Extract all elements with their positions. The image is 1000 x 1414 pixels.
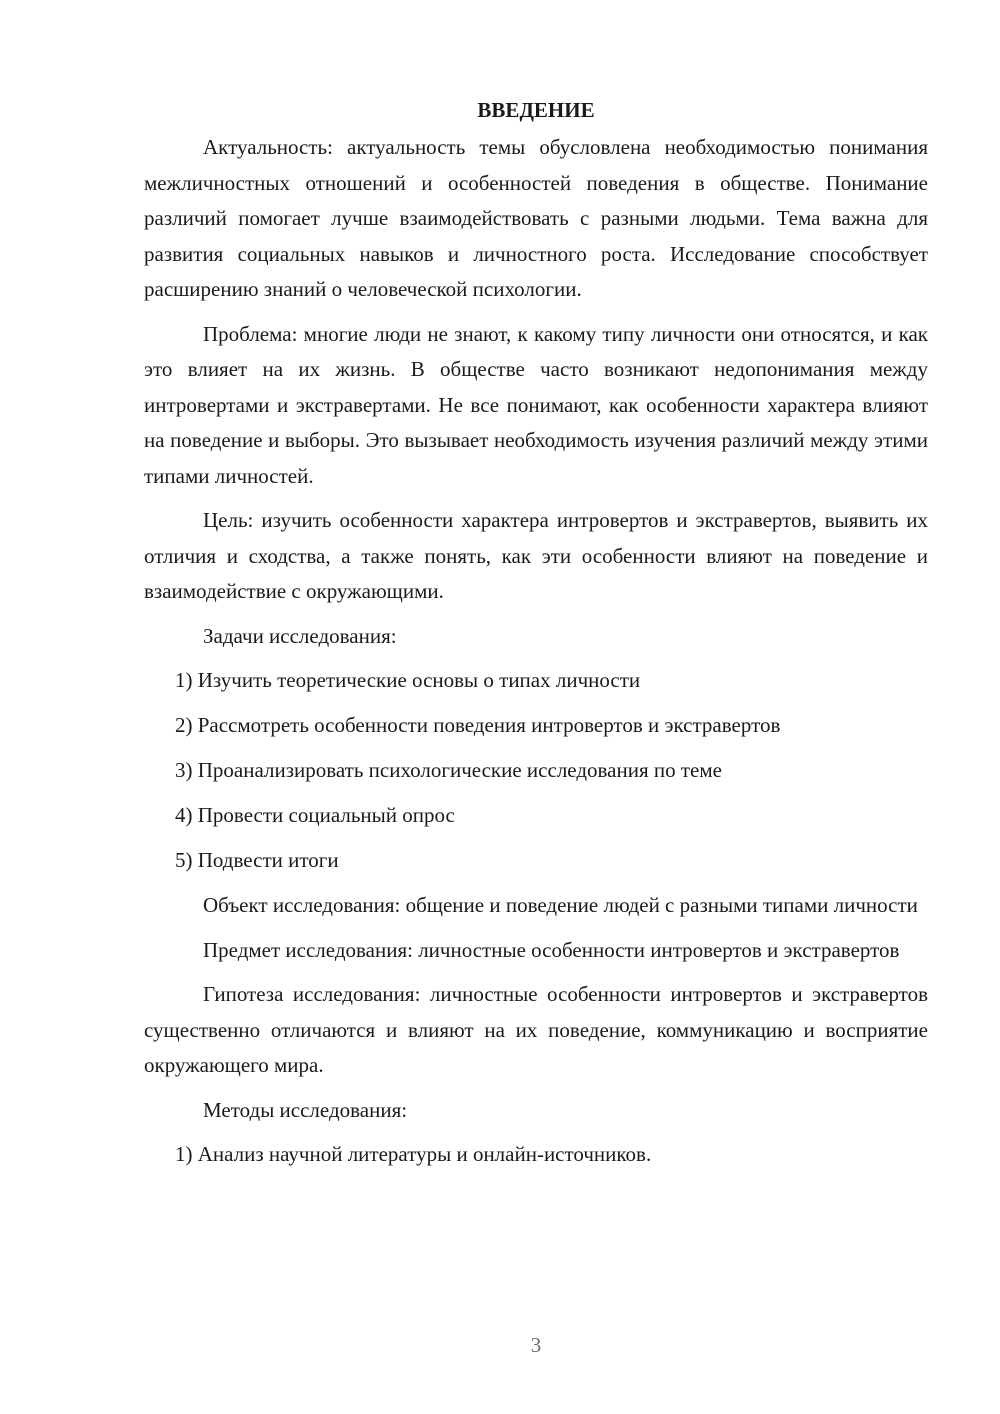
relevance-paragraph: Актуальность: актуальность темы обусловлена необходимостью понимания межличностных отношений и особенностей поведения в обществе. Понимание различий помогает лучше взаимодействовать с разными людьми. Тема важна для развития социальных навыков и личностного роста. Исследование способствует расширению знаний о человеческой психологии. bbox=[144, 135, 928, 301]
tasks-list bbox=[144, 663, 928, 879]
goal-paragraph: Цель: изучить особенности характера интровертов и экстравертов, выявить их отличия и сходства, а также понять, как эти особенности влияют на поведение и взаимодействие с окружающими. bbox=[144, 508, 928, 603]
section-title: ВВЕДЕНИЕ bbox=[477, 98, 595, 122]
subject-paragraph: Предмет исследования: личностные особенности интровертов и экстравертов bbox=[203, 937, 900, 962]
list-item: 2) Рассмотреть особенности поведения интровертов и экстравертов bbox=[175, 713, 781, 737]
list-item: 3) Проанализировать психологические исследования по теме bbox=[175, 758, 722, 782]
list-item: 4) Провести социальный опрос bbox=[175, 803, 455, 827]
object-paragraph: Объект исследования: общение и поведение людей с разными типами личности bbox=[203, 893, 918, 917]
methods-heading: Методы исследования: bbox=[203, 1097, 408, 1122]
document-body bbox=[144, 92, 928, 1182]
list-item: 5) Подвести итоги bbox=[175, 848, 339, 872]
tasks-heading: Задачи исследования: bbox=[203, 623, 397, 648]
page-number: 3 bbox=[530, 1333, 542, 1357]
methods-list bbox=[144, 1137, 928, 1173]
hypothesis-paragraph: Гипотеза исследования: личностные особенности интровертов и экстравертов существенно отличаются и влияют на их поведение, коммуникацию и восприятие окружающего мира. bbox=[144, 982, 928, 1077]
list-item: 1) Анализ научной литературы и онлайн-источников. bbox=[175, 1142, 652, 1166]
problem-paragraph: Проблема: многие люди не знают, к какому типу личности они относятся, и как это влияет на их жизнь. В обществе часто возникают недопонимания между интровертами и экстравертами. Не все понимают, как особенности характера влияют на поведение и выборы. Это вызывает необходимость изучения различий между этими типами личностей. bbox=[144, 321, 928, 488]
list-item: 1) Изучить теоретические основы о типах личности bbox=[175, 668, 641, 692]
